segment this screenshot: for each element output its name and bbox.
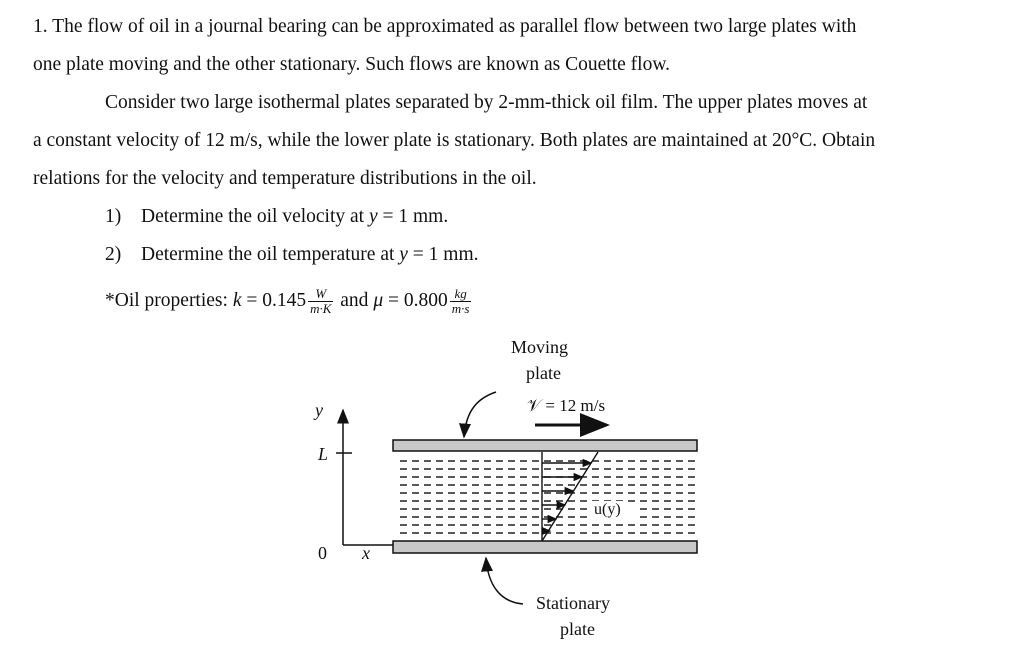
stationary-plate: [393, 541, 697, 553]
moving-plate-label-2: plate: [526, 363, 561, 383]
k-unit-denominator: m·K: [310, 301, 332, 317]
mu-unit-numerator: kg: [450, 287, 472, 302]
k-symbol: k: [232, 290, 242, 311]
k-unit-numerator: W: [308, 287, 333, 302]
problem-intro-line-2: one plate moving and the other stationary. Such flows are known as Couette flow.: [33, 54, 671, 75]
mu-value: = 0.800: [383, 290, 448, 311]
mu-symbol: μ: [373, 290, 384, 311]
velocity-label: 𝒱 = 12 m/s: [527, 396, 606, 415]
L-label: L: [318, 444, 329, 464]
properties-prefix: *Oil properties:: [105, 290, 233, 311]
oil-film-pattern: [400, 461, 695, 533]
stationary-plate-leader: [486, 558, 523, 604]
moving-plate-label-1: Moving: [511, 337, 569, 357]
consider-line-2: a constant velocity of 12 m/s, while the lower plate is stationary. Both plates are maintained at 20°C. Obtain: [33, 130, 876, 151]
mu-unit-denominator: m·s: [451, 301, 470, 317]
intro-text-1: The flow of oil in a journal bearing can be approximated as parallel flow between two large plates with: [52, 16, 857, 37]
origin-label: 0: [318, 543, 327, 563]
stationary-plate-label-2: plate: [560, 619, 595, 639]
y-axis-label: y: [315, 400, 323, 420]
task-1-text: Determine the oil velocity at: [141, 206, 369, 227]
task-1-number: 1): [105, 206, 122, 227]
problem-number: 1.: [33, 16, 48, 37]
x-axis-label: x: [362, 543, 370, 563]
task-2-var: y: [399, 244, 408, 265]
and-text: and: [335, 290, 374, 311]
profile-label: u(y): [591, 501, 624, 519]
task-2-value: = 1 mm.: [407, 244, 479, 265]
task-1-value: = 1 mm.: [377, 206, 449, 227]
consider-line-1: Consider two large isothermal plates separated by 2-mm-thick oil film. The upper plates moves at: [105, 92, 868, 113]
moving-plate: [393, 440, 697, 451]
moving-plate-leader: [464, 392, 496, 437]
velocity-profile: [542, 452, 598, 541]
task-2-text: Determine the oil temperature at: [141, 244, 400, 265]
k-value: = 0.145: [241, 290, 307, 311]
task-2-number: 2): [105, 244, 122, 265]
stationary-plate-label-1: Stationary: [536, 593, 610, 613]
consider-line-3: relations for the velocity and temperature distributions in the oil.: [33, 168, 537, 189]
task-1-var: y: [368, 206, 378, 227]
